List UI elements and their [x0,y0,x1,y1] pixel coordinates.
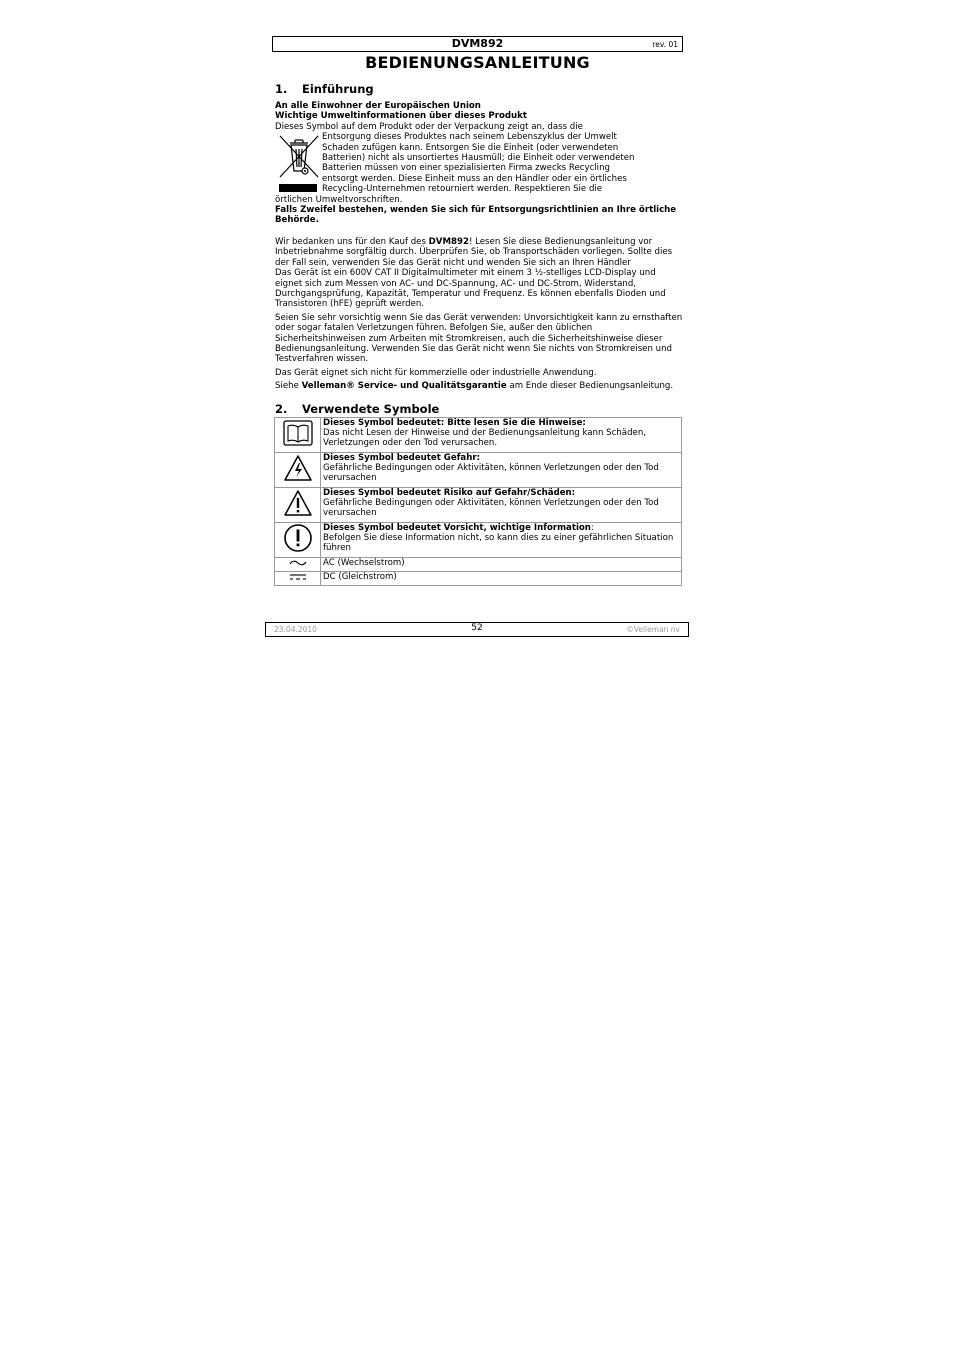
symbol-title: Dieses Symbol bedeutet Gefahr: [323,452,481,463]
symbol-icon-cell [275,557,321,571]
symbol-icon-cell [275,487,321,522]
symbol-icon-cell [275,417,321,452]
symbol-icon-cell [275,452,321,487]
page-number: 52 [471,623,483,633]
symbol-description: Gefährliche Bedingungen oder Aktivitäten, können Verletzungen oder den Tod verursachen [323,462,659,484]
symbol-description: Befolgen Sie diese Information nicht, so kann dies zu einer gefährlichen Situation führen [323,532,674,554]
header-model: DVM892 [451,37,504,50]
env-heading-2: Wichtige Umweltinformationen über dieses Produkt [275,111,527,122]
intro-text-end: ! Lesen Sie diese Bedienungsanleitung vor Inbetriebnahme sorgfältig durch. Überprüfen Sie, ob Transportschäden vorliegen. Sollte dies der Fall sein, verwenden Sie das Gerät nicht und wenden Sie sich an Ihren Händler [275,236,673,268]
warranty-title: Velleman® Service- und Qualitätsgarantie [301,381,507,392]
safety-paragraph: Seien Sie sehr vorsichtig wenn Sie das Gerät verwenden: Unvorsichtigkeit kann zu ernsthaften oder sogar fatalen Verletzungen führen. Befolgen Sie, außer den üblichen Sicherheitshinweisen zum Arbeiten mit Stromkreisen, auch die Sicherheitshinweise dieser Bedienungsanleitung. Verwenden Sie das Gerät nicht wenn Sie nichts von Stromkreisen und Testverfahren wissen. [275,312,683,365]
symbol-icon-cell [275,522,321,557]
section-2-heading [275,402,683,416]
warranty-text-end: am Ende dieser Bedienungsanleitung. [506,381,674,392]
section-1-number: 1. [275,82,288,96]
symbol-description-cell [321,487,682,522]
symbol-title: Dieses Symbol bedeutet Risiko auf Gefahr/Schäden: [323,487,576,498]
exclamation-triangle-icon [283,489,313,517]
symbol-title-suffix: : [590,522,594,533]
section-2-number: 2. [275,401,288,416]
table-row [275,452,682,487]
intro-paragraph [275,237,683,268]
env-line: Entsorgung dieses Produktes nach seinem Lebenszyklus der Umwelt [322,132,617,143]
document-title: BEDIENUNGSANLEITUNG [365,53,590,72]
lightning-warning-icon [283,454,313,482]
weee-block [275,132,683,194]
table-row [275,487,682,522]
env-line: Batterien müssen von einer spezialisierten Firma zwecks Recycling [322,163,610,174]
page-header [272,36,683,52]
env-line: Batterien) nicht als unsortiertes Hausmüll; die Einheit oder verwendeten [322,153,635,164]
usage-paragraph: Das Gerät eignet sich nicht für kommerzielle oder industrielle Anwendung. [275,367,597,378]
table-row [275,557,682,571]
section-1-heading [275,82,683,96]
manual-book-icon [283,420,313,446]
intro-text-start: Wir bedanken uns für den Kauf des [275,236,429,247]
warranty-paragraph [275,381,683,391]
symbol-label: DC (Gleichstrom) [323,571,397,582]
symbol-icon-cell [275,571,321,585]
symbol-label: AC (Wechselstrom) [323,557,405,568]
env-heading-1: An alle Einwohner der Europäischen Union [275,101,481,111]
footer-date: 23.04.2010 [274,625,317,634]
env-authority-note: Falls Zweifel bestehen, wenden Sie sich für Entsorgungsrichtlinien an Ihre örtliche Behörde. [275,205,677,226]
table-row [275,417,682,452]
page-footer [265,622,689,637]
intro-model: DVM892 [428,236,469,247]
table-row [275,571,682,585]
symbol-description: Das nicht Lesen der Hinweise und der Bedienungsanleitung kann Schäden, Verletzungen oder den Tod verursachen. [323,427,646,449]
symbol-label-cell [321,571,682,585]
header-revision: rev. 01 [652,40,678,49]
symbol-description-cell [321,522,682,557]
env-intro: Dieses Symbol auf dem Produkt oder der Verpackung zeigt an, dass die [275,121,583,132]
crossed-bin-icon [278,135,320,193]
env-line: Recycling-Unternehmen retourniert werden. Respektieren Sie die [322,184,603,195]
symbol-label-cell [321,557,682,571]
warranty-text-start: Siehe [275,381,302,392]
symbol-title-line [323,523,679,533]
symbol-title: Dieses Symbol bedeutet Vorsicht, wichtige Information [323,522,591,533]
ac-tilde-icon [289,558,307,568]
symbol-description-cell [321,417,682,452]
symbol-title: Dieses Symbol bedeutet: Bitte lesen Sie die Hinweise: [323,417,586,428]
dc-symbol-icon [289,572,307,582]
env-line: Schaden zufügen kann. Entsorgen Sie die Einheit (oder verwendeten [322,142,619,153]
footer-copyright: ©Velleman nv [626,625,680,634]
symbol-description-cell [321,452,682,487]
symbols-table [274,417,682,587]
exclamation-circle-icon [283,523,313,553]
section-1-title: Einführung [302,82,374,96]
env-last-line: örtlichen Umweltvorschriften. [275,194,403,205]
symbol-description: Gefährliche Bedingungen oder Aktivitäten, können Verletzungen oder den Tod verursachen [323,497,659,519]
manual-page [272,36,683,586]
section-2-title: Verwendete Symbole [302,401,440,416]
env-line: entsorgt werden. Diese Einheit muss an den Händler oder ein örtliches [322,173,627,184]
device-paragraph: Das Gerät ist ein 600V CAT II Digitalmultimeter mit einem 3 ½-stelliges LCD-Display und eignet sich zum Messen von AC- und DC-Spannung, AC- und DC-Strom, Widerstand, Durchgangsprüfung, Kapazität, Temperatur und Frequenz. Es können ebenfalls Dioden und Transistoren (hFE) geprüft werden. [275,268,666,310]
table-row [275,522,682,557]
